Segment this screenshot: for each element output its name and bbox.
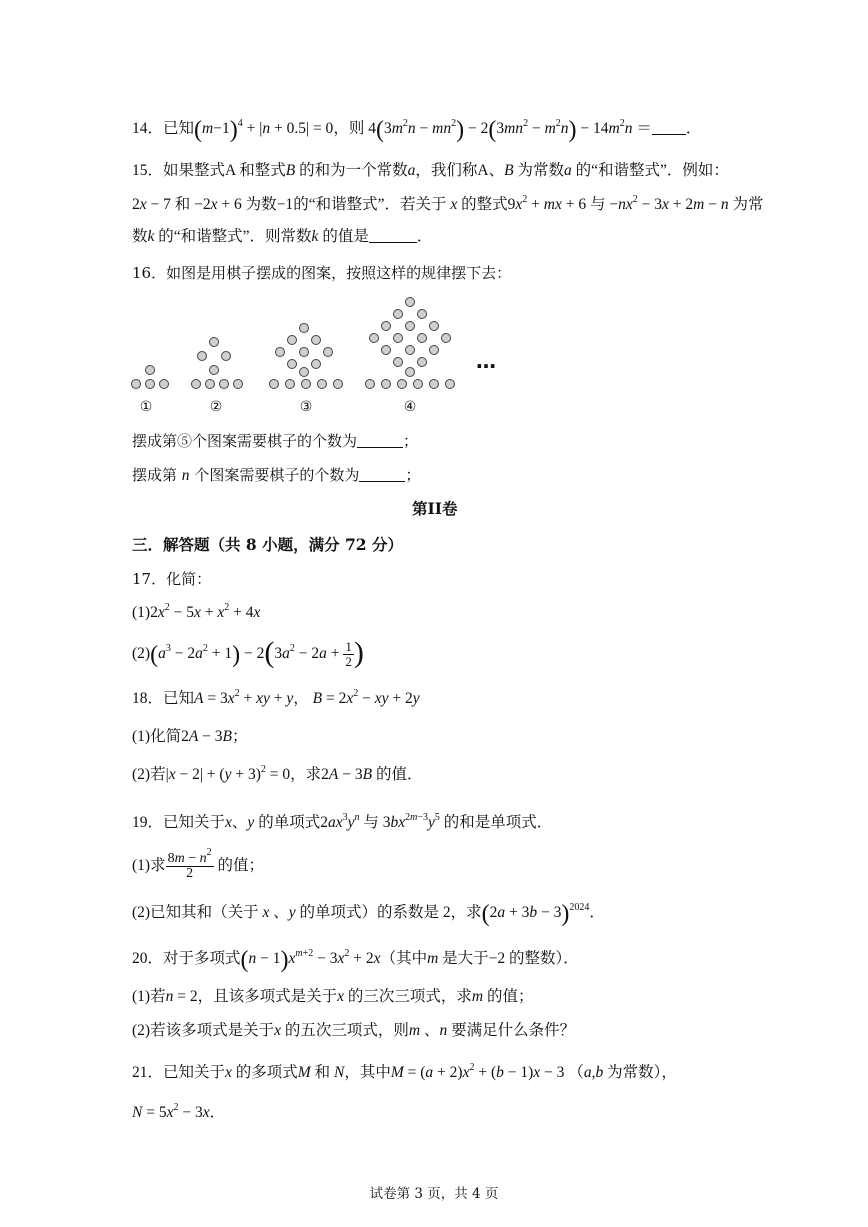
question-14: 14．已知$(m-1)^4 + |n + 0.5| = 0$，则 $4(3m^2n - mn^2) - 2(3mn^2 - m^2n) - 14m^2n$ ＝ ．: [132, 117, 702, 143]
chess-piece: [446, 380, 455, 389]
q20-text: 、: [423, 1022, 440, 1039]
question-21-title: 21．已知关于x 的多项式M 和 N，其中$M = (a + 2)x^2 + (b - 1)x - 3$ （a,b 为常数），: [132, 1062, 677, 1081]
section-2-title: 第II卷: [412, 499, 458, 518]
chess-piece: [370, 334, 379, 343]
chess-piece: [406, 346, 415, 355]
question-15-line1: [132, 160, 729, 182]
q14-text: ，则: [333, 120, 365, 137]
chess-piece: [430, 380, 439, 389]
question-18-title: 18．已知$A = 3x^2$ + xy + y， $B = 2x^2$ − xy + 2y: [132, 688, 420, 707]
chess-piece: [222, 352, 231, 361]
q15-var: A: [477, 162, 489, 179]
q15-text: 和整式: [239, 162, 286, 179]
chess-piece: [288, 336, 297, 345]
chess-piece: [302, 380, 311, 389]
chess-piece: [418, 310, 427, 319]
chess-piece: [394, 310, 403, 319]
q21-text: ，其中: [344, 1064, 391, 1081]
q19-text: (1)求: [132, 857, 166, 875]
chess-piece: [146, 380, 155, 389]
q18-text: 18．已知: [132, 690, 195, 707]
chess-piece: [382, 346, 391, 355]
question-19-title: 19．已知关于x、y 的单项式$2ax^3y^n$ 与 $3bx^{2m-3}y^5$ 的和是单项式．: [132, 812, 553, 831]
chess-piece: [394, 358, 403, 367]
q17-part-label: (2): [132, 645, 151, 663]
chess-piece: [270, 380, 279, 389]
question-18-part1: (1)化简2A − 3B；: [132, 728, 248, 745]
answer-blank[interactable]: [357, 432, 403, 448]
chess-piece: [442, 334, 451, 343]
chess-piece: [418, 358, 427, 367]
q15-text: 的值是: [322, 228, 369, 245]
answer-blank[interactable]: [369, 227, 417, 243]
question-15-line3: 数k 的“和谐整式”．则常数k 的值是 ．: [132, 228, 433, 245]
chess-piece: [406, 322, 415, 331]
q19-text: 19．已知关于: [132, 814, 226, 831]
q15-text: 15．如果整式: [132, 162, 226, 179]
q20-text: 的五次三项式，则: [284, 1022, 409, 1039]
q20-text: 的值；: [486, 988, 534, 1005]
chess-piece: [210, 366, 219, 375]
question-17-part1: $(1)2x^2 - 5x + x^2 + 4x$: [132, 602, 261, 621]
chess-piece: [132, 380, 141, 389]
q15-text: 的“和谐整式”．则常数: [158, 228, 312, 245]
q15-text: 、: [488, 162, 505, 179]
chess-piece: [394, 334, 403, 343]
question-21-line2: $N = 5x^2 - 3x$．: [132, 1102, 226, 1121]
pattern-label-4: ④: [403, 399, 417, 415]
chess-piece: [286, 380, 295, 389]
q19-text: 的值；: [217, 857, 264, 875]
q19-text: 、: [273, 904, 289, 921]
pattern-label-2: ②: [209, 399, 223, 415]
chess-piece: [198, 352, 207, 361]
q15-var: B: [504, 162, 514, 179]
q15-text: ，我们称: [415, 162, 478, 179]
chess-piece: [398, 380, 407, 389]
chess-pattern-figure: [120, 292, 510, 416]
question-20-title: 20．对于多项式$(n - 1)x^{m+2} - 3x^2 + 2x$（其中m 是大于−2 的整数）．: [132, 947, 579, 973]
chess-piece: [312, 360, 321, 369]
q19-text: 的单项式: [258, 814, 321, 831]
q15-var: A: [225, 162, 236, 179]
question-16-intro: 16．如图是用棋子摆成的图案，按照这样的规律摆下去：: [132, 264, 512, 282]
q16-text: 摆成第: [132, 466, 178, 484]
q16-text: 摆成第: [132, 432, 178, 450]
q20-text: 要满足什么条件？: [451, 1022, 576, 1039]
q21-text: 21．已知关于: [132, 1064, 226, 1081]
q21-text: 的多项式: [235, 1064, 298, 1081]
q14-text: 已知: [163, 120, 195, 137]
question-19-part2: (2)已知其和（关于 x 、y 的单项式）的系数是 2，求$(2a + 3b - 3)^{2024}$．: [132, 901, 605, 927]
chess-piece: [382, 322, 391, 331]
chess-piece: [430, 346, 439, 355]
q15-var: B: [285, 162, 296, 179]
q20-text: 的三次三项式，求: [347, 988, 472, 1005]
q19-text: 的单项式）的系数是 2，求: [299, 904, 482, 921]
pattern-label-1: ①: [139, 399, 153, 415]
pattern-ellipsis: …: [476, 349, 496, 373]
q15-text: ．: [416, 228, 433, 245]
q15-text: 的整式: [461, 196, 508, 213]
q16-text: ；: [405, 466, 421, 484]
page-footer: 试卷第 3 页，共 4 页: [369, 1186, 499, 1202]
q20-text: (1)若: [132, 988, 166, 1005]
q21-text: 和: [314, 1064, 331, 1081]
pattern-label-3: ③: [299, 399, 313, 415]
q16-text: 个图案需要棋子的个数为: [194, 466, 360, 484]
q16-var: n: [181, 467, 190, 484]
answer-blank[interactable]: [359, 466, 405, 482]
q14-text: ＝: [636, 120, 652, 137]
chess-piece: [206, 380, 215, 389]
q15-text: 与: [589, 196, 606, 213]
q20-text: 是大于: [442, 950, 489, 967]
chess-piece: [234, 380, 243, 389]
q20-text: （其中: [380, 950, 428, 967]
q15-text: 为常: [732, 196, 764, 213]
question-20-part1: (1)若n = 2，且该多项式是关于x 的三次三项式，求m 的值；: [132, 988, 534, 1005]
q18-text: ；: [232, 728, 248, 745]
q15-text: 的“和谐整式”．若关于: [293, 196, 447, 213]
q17-part-label: (1): [132, 604, 151, 621]
chess-piece: [406, 368, 415, 377]
q15-text: 的“和谐整式”．例如：: [575, 162, 729, 179]
q18-text: 的值．: [375, 766, 423, 783]
q18-text: ，: [293, 690, 309, 707]
q20-text: 20．对于多项式: [132, 950, 241, 967]
chess-piece: [418, 334, 427, 343]
q15-var: a: [407, 162, 416, 179]
q16-text: 个图案需要棋子的个数为: [192, 432, 358, 450]
q21-text: （: [568, 1064, 584, 1081]
answer-blank[interactable]: [652, 119, 686, 135]
chess-piece: [300, 368, 309, 377]
q18-text: (2)若: [132, 766, 166, 783]
question-20-part2: (2)若该多项式是关于x 的五次三项式，则m 、n 要满足什么条件？: [132, 1022, 576, 1039]
q18-text: ，求: [290, 766, 322, 783]
q19-text: 的和是单项式．: [443, 814, 553, 831]
chess-piece: [318, 380, 327, 389]
q15-text: 和: [174, 196, 191, 213]
q20-text: ，且该多项式是关于: [197, 988, 338, 1005]
chess-piece: [160, 380, 169, 389]
chess-piece: [324, 348, 333, 357]
q20-text: (2)若该多项式是关于: [132, 1022, 275, 1039]
q16-circled-number: ⑤: [177, 432, 193, 450]
chess-piece: [414, 380, 423, 389]
q21-text: ．: [209, 1104, 226, 1121]
q18-text: (1)化简: [132, 728, 182, 745]
chess-piece: [366, 380, 375, 389]
chess-piece: [220, 380, 229, 389]
question-19-part1: (1)求 $\frac{8m - n^2}{2}$ 的值；: [132, 847, 264, 881]
q19-text: ．: [589, 904, 605, 921]
q15-text: 数: [132, 228, 148, 245]
chess-piece: [210, 338, 219, 347]
chess-piece: [288, 360, 297, 369]
chess-piece: [334, 380, 343, 389]
q15-var: a: [563, 162, 572, 179]
chess-piece: [146, 366, 155, 375]
question-18-part2: (2)若$|x - 2| + (y + 3)^2 = 0$，求2A − 3B 的值．: [132, 764, 423, 783]
chess-piece: [276, 348, 285, 357]
q19-text: (2)已知其和（关于: [132, 904, 259, 921]
q19-text: 与: [363, 814, 379, 831]
q15-text: 为常数: [517, 162, 564, 179]
question-17-part2: $(2)(a^3 - 2a^2 + 1) - 2(3a^2 - 2a$ + $\frac{1}{2}$ ): [132, 636, 364, 670]
question-16-part1: [132, 430, 418, 452]
chess-piece: [430, 322, 439, 331]
chess-piece: [300, 348, 309, 357]
q15-text: 为数: [245, 196, 277, 213]
q15-text: 的和为一个常数: [299, 162, 408, 179]
question-15-line2: 2x − 7 和 −2x + 6 为数−1的“和谐整式”．若关于 x 的整式$9x^2$ + mx + 6 与 $-nx^2 - 3x + 2m - n$ 为常: [132, 194, 764, 213]
q16-text: ；: [403, 432, 419, 450]
section-3-title: 三．解答题（共 8 小题，满分 72 分）: [132, 535, 403, 554]
question-number: 14．: [132, 120, 164, 137]
q20-text: 的整数）．: [509, 950, 579, 967]
question-17-title: 17．化简：: [132, 570, 212, 588]
chess-piece: [382, 380, 391, 389]
q21-text: 为常数），: [607, 1064, 677, 1081]
chess-piece: [406, 298, 415, 307]
chess-piece: [312, 336, 321, 345]
chess-piece: [192, 380, 201, 389]
chess-piece: [300, 324, 309, 333]
question-16-part2: [132, 464, 420, 487]
